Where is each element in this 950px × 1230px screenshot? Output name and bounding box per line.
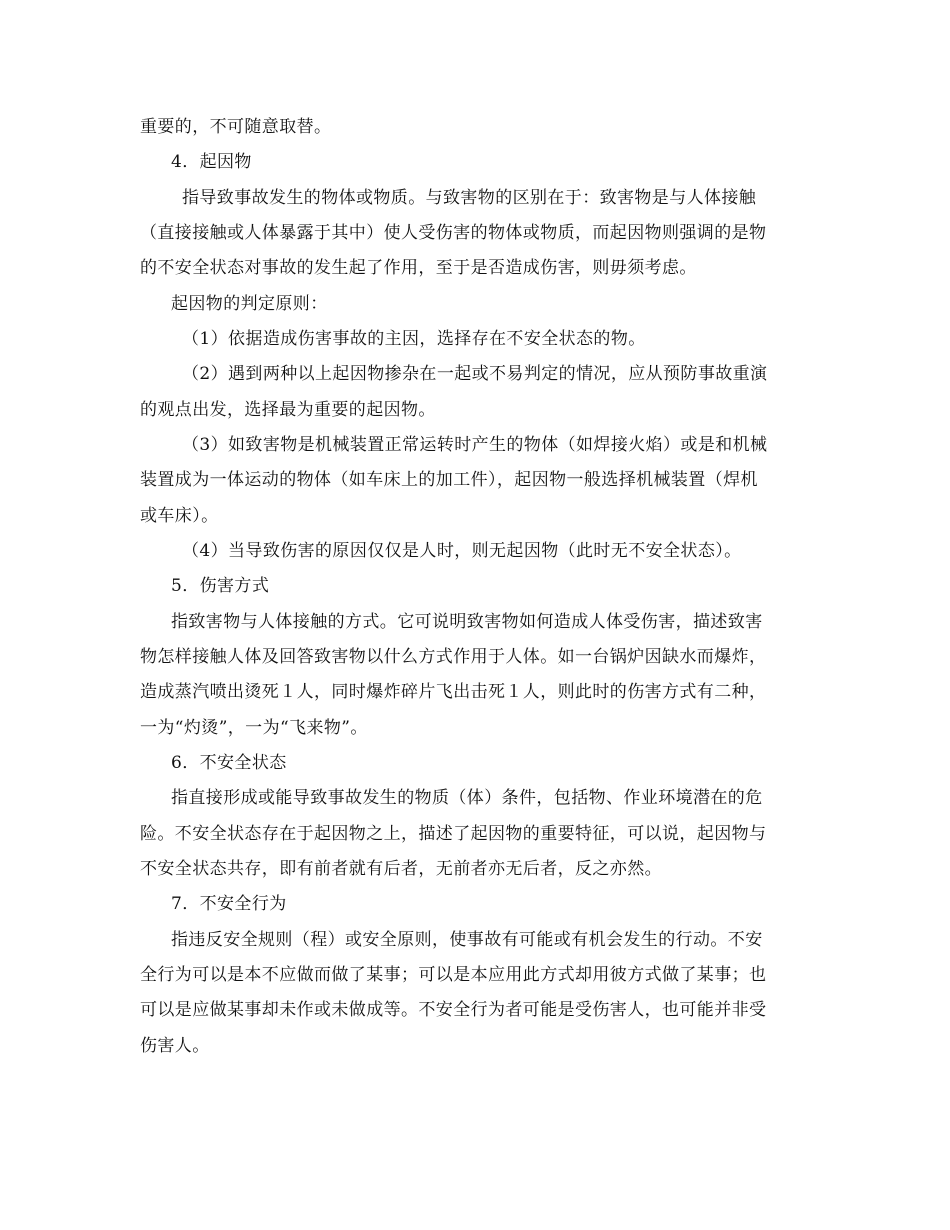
list-item-2: （2）遇到两种以上起因物掺杂在一起或不易判定的情况，应从预防事故重演 xyxy=(182,364,768,384)
paragraph-line: 装置成为一体运动的物体（如车床上的加工件），起因物一般选择机械装置（焊机 xyxy=(140,470,758,490)
section-heading-6: 6．不安全状态 xyxy=(171,753,287,773)
list-item-1: （1）依据造成伤害事故的主因，选择存在不安全状态的物。 xyxy=(182,329,646,349)
paragraph-continuation: 重要的，不可随意取替。 xyxy=(140,117,332,137)
paragraph-line: 的不安全状态对事故的发生起了作用，至于是否造成伤害，则毋须考虑。 xyxy=(140,258,697,278)
paragraph-line: 或车床）。 xyxy=(140,506,219,526)
list-item-4: （4）当导致伤害的原因仅仅是人时，则无起因物（此时无不安全状态）。 xyxy=(182,541,742,561)
list-item-3: （3）如致害物是机械装置正常运转时产生的物体（如焊接火焰）或是和机械 xyxy=(182,435,768,455)
paragraph-line: 起因物的判定原则： xyxy=(171,294,328,314)
paragraph-line: （直接接触或人体暴露于其中）使人受伤害的物体或物质，而起因物则强调的是物 xyxy=(140,223,767,243)
paragraph-line: 全行为可以是本不应做而做了某事；可以是本应用此方式却用彼方式做了某事；也 xyxy=(140,965,767,985)
section-heading-4: 4．起因物 xyxy=(171,152,252,172)
paragraph-line: 造成蒸汽喷出烫死１人，同时爆炸碎片飞出击死１人，则此时的伤害方式有二种， xyxy=(140,682,767,702)
paragraph-line: 指致害物与人体接触的方式。它可说明致害物如何造成人体受伤害，描述致害 xyxy=(171,612,763,632)
paragraph-line: 可以是应做某事却未作或未做成等。不安全行为者可能是受伤害人，也可能并非受 xyxy=(140,1000,767,1020)
paragraph-line: 指直接形成或能导致事故发生的物质（体）条件，包括物、作业环境潜在的危 xyxy=(171,788,763,808)
paragraph-line: 伤害人。 xyxy=(140,1036,210,1056)
paragraph-line: 指违反安全规则（程）或安全原则，使事故有可能或有机会发生的行动。不安 xyxy=(171,930,763,950)
paragraph-line: 物怎样接触人体及回答致害物以什么方式作用于人体。如一台锅炉因缺水而爆炸， xyxy=(140,647,767,667)
paragraph-line: 险。不安全状态存在于起因物之上，描述了起因物的重要特征，可以说，起因物与 xyxy=(140,824,767,844)
section-heading-5: 5．伤害方式 xyxy=(171,576,270,596)
section-heading-7: 7．不安全行为 xyxy=(171,894,287,914)
paragraph-line: 的观点出发，选择最为重要的起因物。 xyxy=(140,400,436,420)
paragraph-line: 指导致事故发生的物体或物质。与致害物的区别在于：致害物是与人体接触 xyxy=(182,188,757,208)
paragraph-line: 不安全状态共存，即有前者就有后者，无前者亦无后者，反之亦然。 xyxy=(140,859,662,879)
paragraph-line: 一为“灼烫”，一为“飞来物”。 xyxy=(140,718,368,738)
